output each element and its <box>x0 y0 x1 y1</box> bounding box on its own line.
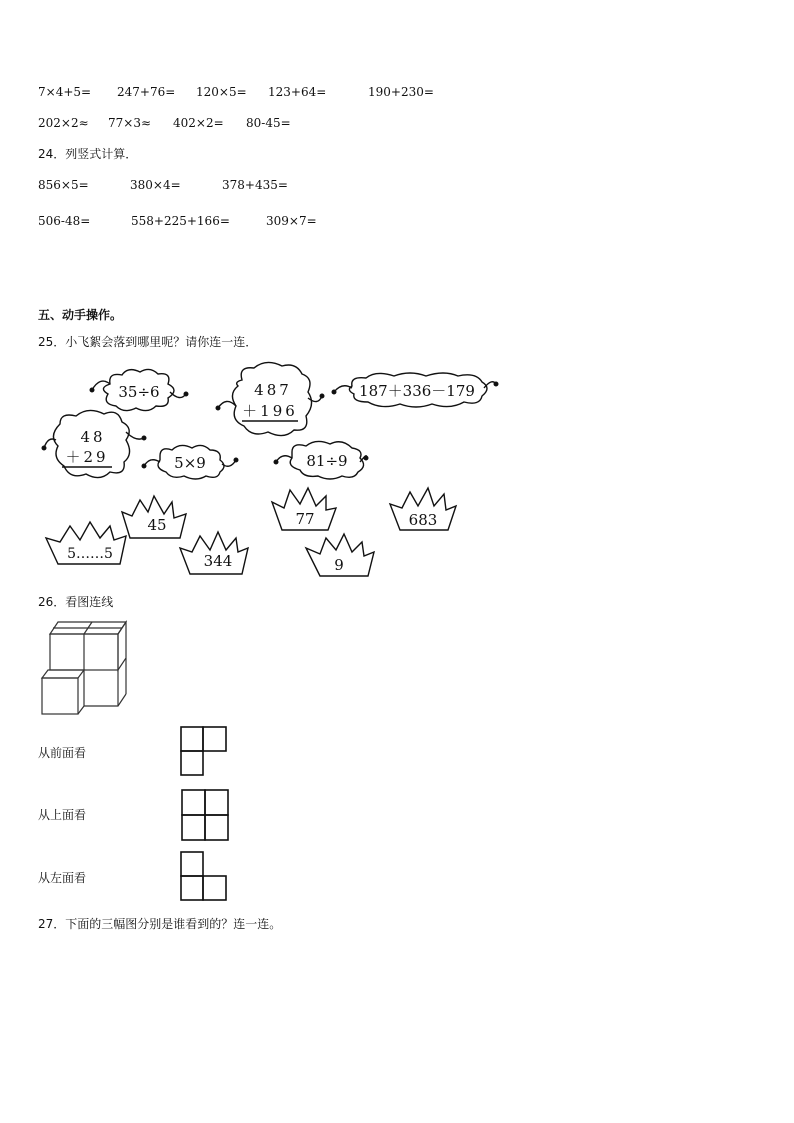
cloud-text: 81÷9 <box>306 452 348 470</box>
grass-text: 77 <box>295 510 315 528</box>
calc-item: 120×5= <box>196 85 247 99</box>
calc-item: 77×3≈ <box>108 116 152 130</box>
question-27-title: 27．下面的三幅图分别是谁看到的？连一连。 <box>38 917 282 931</box>
vertical-calc-item: 856×5= <box>38 178 89 192</box>
vertical-calc-item: 380×4= <box>130 178 181 192</box>
view-label-left: 从左面看 <box>38 871 87 885</box>
question-26-title: 26．看图连线 <box>38 595 114 609</box>
calc-item: 202×2≈ <box>38 116 89 130</box>
vertical-calc-item: 309×7= <box>266 214 317 228</box>
grass-text: 683 <box>408 511 438 529</box>
calc-item: 80-45= <box>246 116 291 130</box>
section-title: 五、动手操作。 <box>38 308 123 322</box>
cloud-text: ＋196 <box>242 402 298 420</box>
grass-text: 5……5 <box>67 546 113 562</box>
cloud-text: 487 <box>254 381 292 399</box>
calc-item: 123+64= <box>268 85 327 99</box>
calc-item: 247+76= <box>117 85 176 99</box>
left-view-figure <box>180 851 228 901</box>
cube-stack-figure <box>38 620 130 716</box>
vertical-calc-item: 558+225+166= <box>131 214 230 228</box>
cloud-text: 5×9 <box>174 454 206 472</box>
view-label-top: 从上面看 <box>38 808 87 822</box>
calc-item: 402×2= <box>173 116 224 130</box>
grass-text: 9 <box>334 556 344 574</box>
cloud-text: 48 <box>80 428 106 446</box>
front-view-figure <box>180 726 228 776</box>
cloud-text: 35÷6 <box>118 383 160 401</box>
cloud-text: 187＋336－179 <box>359 382 475 400</box>
vertical-calc-item: 506-48= <box>38 214 91 228</box>
dandelion-matching-figure <box>30 362 510 584</box>
grass-text: 344 <box>203 552 233 570</box>
question-24-title: 24．列竖式计算． <box>38 147 138 161</box>
grass-text: 45 <box>147 516 167 534</box>
question-25-title: 25．小飞絮会落到哪里呢？请你连一连． <box>38 335 258 349</box>
top-view-figure <box>181 789 229 841</box>
cloud-text: ＋29 <box>65 448 109 466</box>
calc-item: 190+230= <box>368 85 434 99</box>
cloud-487-plus-196 <box>216 362 324 435</box>
view-label-front: 从前面看 <box>38 746 87 760</box>
vertical-calc-item: 378+435= <box>222 178 288 192</box>
calc-item: 7×4+5= <box>38 85 92 99</box>
